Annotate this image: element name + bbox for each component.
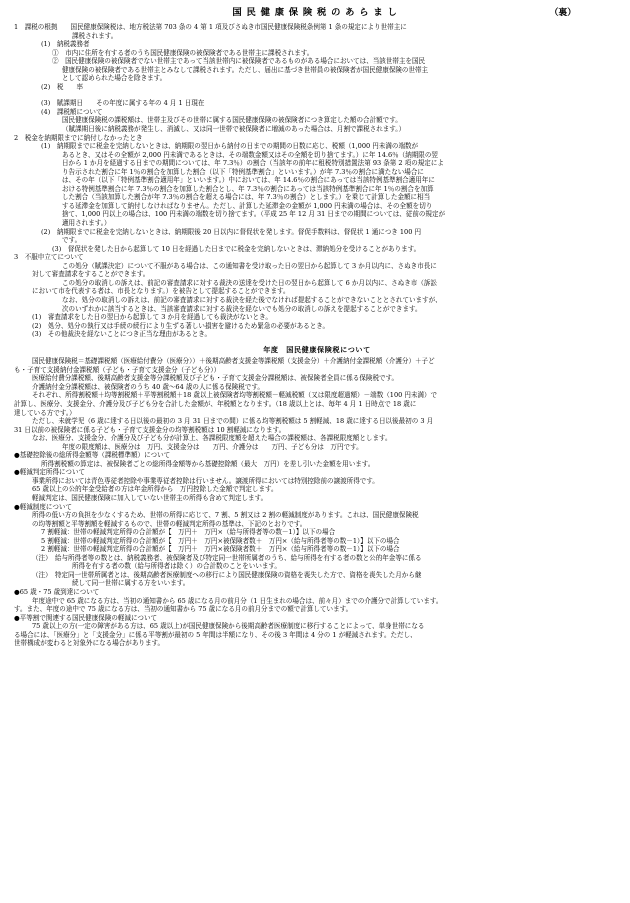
text-line: ② 国民健康保険の被保険者でない世帯主であって当該世帯内に被保険者であるものがある場合においては、当該世帯主を国民	[52, 57, 426, 66]
text-line: です。	[62, 236, 82, 245]
text-line: 国民健康保険税＝基礎課税額（医療給付費分（医療分））＋後期高齢者支援金等課税額（支援金分）＋介護納付金課税額（介護分）＋子ど	[32, 357, 435, 366]
text-line: (1) 納期限までに税金を完納しないときは、納期限の翌日から納付の日までの期間の日数に応じ、税額（1,000 円未満の端数が	[41, 142, 419, 151]
page-title: 国民健康保険税のあらまし	[232, 7, 402, 18]
text-line: (2) 税 率	[41, 82, 84, 91]
text-line: ●65 歳・75 歳到達について	[14, 588, 100, 596]
text-line: 所得を有する者の数（給与所得者は除く）の合計数のことをいいます。	[72, 562, 281, 571]
text-line: 31 日以前の被保険者に係る子ども・子育て支援金分の均等割税額は 10 割軽減になります。	[14, 425, 286, 434]
text-line: この処分の取消しの訴えは、前記の審査請求に対する裁決の送達を受けた日の翌日から起算して 6 か月以内に、さぬき市（訴訟	[62, 278, 437, 287]
text-line: (3) 賦課期日 その年度に属する年の 4 月 1 日現在	[41, 99, 205, 108]
text-line: する延滞金を加算して納付しなければなりません。ただし、計算した延滞金の金額が 1,000 円未満の場合は、その全額を切り	[62, 201, 433, 210]
text-line: それぞれ、所得割税額＋均等割税額＋平等割税額＋18 歳以上被保険者均等割税額－軽減税額（又は限度超過額）－端数（100 円未満）で	[32, 391, 438, 400]
text-line: として認められた場合を除きます。	[62, 74, 167, 83]
text-line: 日から 1 か月を経過する日までの期間については、年 7.3％）の割合（当該年の前年に租税特別措置法第 93 条第 2 項の規定によ	[62, 159, 444, 168]
text-line: 対して審査請求をすることができます。	[32, 270, 150, 279]
text-line: 計算し、医療分、支援金分、介護分及び子ども分を合計した金額が、年税額となります。（18 歳以上とは、毎年 4 月 1 日時点で 18 歳に	[14, 399, 417, 408]
text-line: (1) 納税義務者	[41, 40, 90, 49]
text-line: (2) 処分、処分の執行又は手続の続行により生ずる著しい損害を避けるため緊急の必要があるとき。	[32, 321, 330, 330]
text-line: 5 割軽減：世帯の軽減判定所得の合計額が【 万円＋ 万円×被保険者数＋ 万円×（給与所得者等の数－1）】以下の場合	[41, 536, 400, 545]
text-line: （注） 給与所得者等の数とは、納税義務者、被保険者及び特定同一世帯所属者のうち、給与所得を有する者の数と公的年金等に係る	[32, 553, 422, 562]
text-line: 適用されます。）	[62, 219, 111, 228]
text-line: 介護納付金分課税額は、被保険者のうち 40 歳～64 歳の人に係る保険税です。	[32, 382, 264, 391]
tax-calculation-section	[14, 357, 620, 648]
text-line: の均等割額と平等割額を軽減するもので、世帯の軽減判定所得の基準は、下記のとおりです。	[32, 519, 307, 528]
text-line: において市を代表する者は、市長となります。）を被告として提起することができます。	[32, 287, 290, 296]
text-line: 65 歳以上の公的年金受給者の方は年金所得から 万円控除した金額で判定します。	[32, 485, 278, 494]
text-line: 1 課税の根拠 国民健康保険税は、地方税法第 703 条の 4 第 1 項及びさぬき市国民健康保険税条例第 1 条の規定により世帯主に	[14, 23, 407, 31]
text-line: り告示された割合に年 1％の割合を加算した割合（以下「特例基準割合」といいます。）が年 7.3％の割合に満たない場合に	[62, 167, 424, 176]
text-line: 軽減判定は、国民健康保険に加入していない世帯主の所得も含めて判定します。	[32, 493, 268, 502]
text-line: 所得の低い方の負担を少なくするため、世帯の所得に応じて、7 割、5 割又は 2 割の軽減制度があります。これは、国民健康保険税	[32, 511, 419, 520]
text-line: 国民健康保険税の課税額は、世帯主及びその世帯に属する国民健康保険の被保険者につき算定した額の合計額です。	[62, 116, 402, 125]
text-line: ●軽減制度について	[14, 502, 72, 511]
text-line: (4) 課税額について	[41, 107, 103, 116]
text-line: した割合（当該加算した割合が年 7.3％の割合を超える場合には、年 7.3％の割合）とします。）を乗じて計算した金額に相当	[62, 193, 431, 202]
text-line: ●平等割で関連する国民健康保険の軽減について	[14, 613, 158, 622]
text-line: なお、処分の取消しの訴えは、前記の審査請求に対する裁決を経た後でなければ提起することができないこととされていますが、	[62, 295, 442, 304]
text-line: 達している方です。）	[14, 408, 76, 417]
text-line: 75 歳以上の方(一定の障害がある方は、65 歳以上)が国民健康保険から後期高齢者医療制度に移行することによって、単身世帯になる	[32, 622, 425, 631]
text-line: す。また、年度の途中で 75 歳になる方は、当初の通知書から 75 歳になる月の前月分までの額で計算しています。	[14, 605, 353, 614]
text-line: 捨て、1,000 円以上の場合は、100 円未満の端数を切り捨てます。（平成 25 年 12 月 31 日までの期間については、従前の規定が	[62, 210, 446, 219]
text-line: 続して同一世帯に属する方をいいます。	[72, 579, 190, 588]
text-line: 所得割税額の算定は、被保険者ごとの総所得金額等から基礎控除額（最大 万円）を差し引いた金額を用います。	[41, 459, 375, 468]
text-line: ただし、未就学児（6 歳に達する日以後の最初の 3 月 31 日までの間）に係る均等割税額は 5 割軽減、18 歳に達する日以後最初の 3 月	[32, 417, 434, 426]
side-label: （裏）	[549, 8, 576, 18]
text-line: あるとき、又はその全額が 2,000 円未満であるときは、その端数金額又はその全額を切り捨てます。）に年 14.6％（納期限の翌	[62, 150, 438, 159]
text-line: ●基礎控除後の総所得金額等（課税標準額）について	[14, 451, 171, 460]
text-line: 医療給付費分課税額、後期高齢者支援金等分課税額及び子ども・子育て支援金分課税額は、被保険者全員に係る保険税です。	[32, 374, 399, 383]
section-title: 年度 国民健康保険税について	[263, 344, 371, 354]
text-line: 次のいずれかに該当するときは、当該審査請求に対する裁決を経ないでも処分の取消しの訴えを提起することができます。	[62, 304, 422, 313]
text-line: (3) その他裁決を経ないことにつき正当な理由があるとき。	[32, 330, 212, 339]
text-line: 年度途中で 65 歳になる方は、当初の通知書から 65 歳になる月の前月分（1 日生まれの場合は、前々月）までの介護分で計算しています。	[32, 596, 443, 605]
tax-basis-section	[14, 23, 620, 339]
text-line: は、その年（以下「特例基準割合適用年」といいます。）中においては、年 14.6％の割合にあっては当該特例基準割合適用年に	[62, 176, 435, 185]
page-header	[14, 8, 620, 23]
text-line: （注） 特定同一世帯所属者とは、後期高齢者医療制度への移行により国民健康保険の資格を喪失した方で、資格を喪失した月から継	[32, 570, 422, 579]
text-line: 世帯構成が変わると対象外になる場合があります。	[14, 639, 165, 648]
text-line: 2 割軽減：世帯の軽減判定所得の合計額が【 万円＋ 万円×被保険者数＋ 万円×（給与所得者等の数－1）】以下の場合	[41, 545, 400, 554]
text-line: この処分（賦課決定）について不服がある場合は、この通知書を受け取った日の翌日から起算して 3 か月以内に、さぬき市長に	[62, 261, 437, 270]
text-line: ① 市内に住所を有する者のうち国民健康保険の被保険者である世帯主に課税されます。	[52, 48, 314, 57]
text-line: る場合には、「医療分」と「支援金分」に係る平等割が最初の 5 年間は半額になり、その後 3 年間は 4 分の 1 が軽減されます。ただし、	[14, 630, 417, 639]
text-line: (2) 納期限までに税金を完納しないときは、納期限後 20 日以内に督促状を発します。督促手数料は、督促状 1 通につき 100 円	[41, 227, 421, 236]
text-line: 2 税金を納期限までに納付しなかったとき	[14, 133, 143, 142]
text-line: 事業所得においては青色専従者控除や事業専従者控除は行いません。譲渡所得においては特別控除前の譲渡所得です。	[32, 476, 379, 485]
text-line: 健康保険の被保険者である世帯主とみなして課税されます。ただし、届出に基づき世帯員の被保険者が国民健康保険の世帯主	[62, 65, 429, 74]
text-line: (1) 審査請求をした日の翌日から起算して 3 か月を経過しても裁決がないとき。	[32, 313, 272, 322]
text-line: なお、医療分、支援金分、介護分及び子ども分が計算上、各課税限度額を超えた場合の課税額は、各課税限度額とします。	[32, 434, 392, 443]
text-line: おける特例基準割合に年 7.3％の割合を加算した割合とし、年 7.3％の割合にあっては当該特例基準割合に年 1％の割合を加算	[62, 184, 434, 193]
text-line: ●軽減判定所得について	[14, 468, 86, 477]
text-line: 年度の限度額は、医療分は 万円、支援金分は 万円、介護分は 万円、子ども分は 万円です。	[62, 442, 363, 451]
text-line: （賦課期日後に納税義務が発生し、消滅し、又は同一世帯で被保険者に増減のあった場合は、月割で課税されます。）	[62, 125, 406, 134]
text-line: (3) 督促状を発した日から起算して 10 日を経過した日までに税金を完納しないときは、滞納処分を受けることがあります。	[52, 244, 421, 253]
text-line: 3 不服申立てについて	[14, 253, 84, 262]
text-line: も・子育て支援納付金課税額（子ども・子育て支援金分（子ども分））	[14, 365, 221, 374]
text-line: 7 割軽減：世帯の軽減判定所得の合計額が【 万円＋ 万円×（給与所得者等の数－1）】以下の場合	[41, 528, 336, 537]
text-line: 課税されます。	[72, 31, 118, 40]
